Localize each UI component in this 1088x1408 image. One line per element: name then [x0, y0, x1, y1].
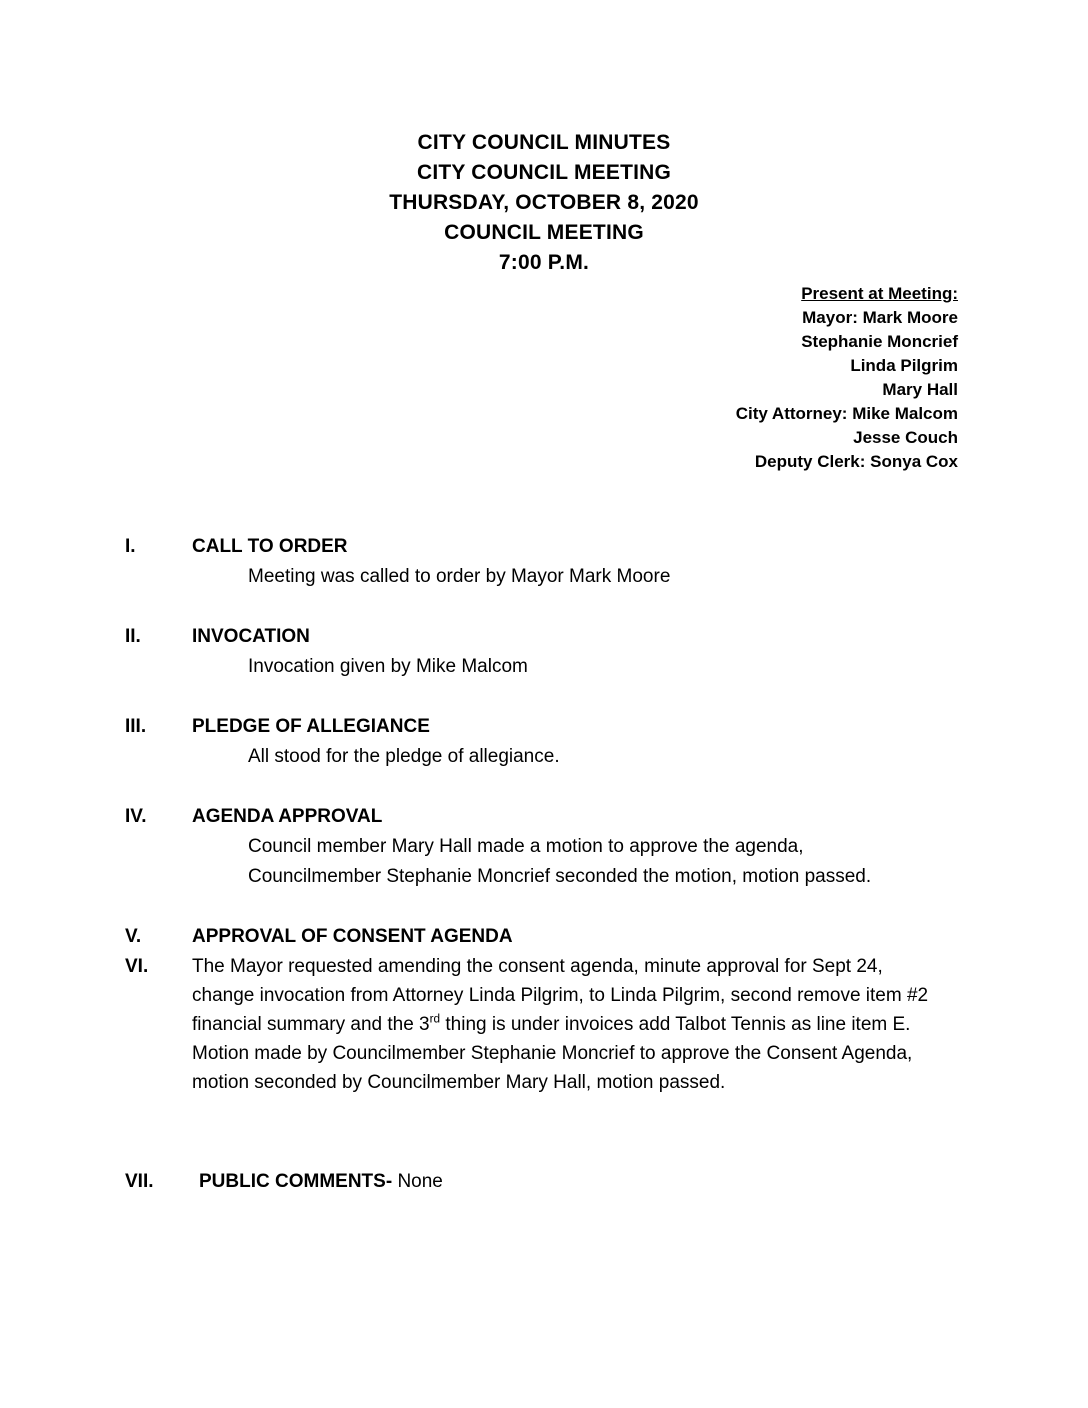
section-numeral: IV.: [125, 806, 147, 827]
section-public-comments: [125, 1167, 1048, 1197]
section-body-line: Invocation given by Mike Malcom: [248, 656, 528, 677]
present-at-meeting-block: [0, 282, 958, 474]
section-heading: PUBLIC COMMENTS-: [199, 1171, 393, 1192]
section-heading: INVOCATION: [192, 626, 310, 647]
section-agenda-approval: [125, 802, 1048, 892]
section-inline-body: None: [397, 1171, 443, 1192]
section-body-line: Council member Mary Hall made a motion to approve the agenda,: [248, 836, 804, 857]
paragraph-line: change invocation from Attorney Linda Pilgrim, to Linda Pilgrim, second remove item #2: [192, 985, 929, 1006]
section-invocation: [125, 622, 1048, 682]
title-line-minutes: CITY COUNCIL MINUTES: [417, 131, 671, 154]
present-heading: Present at Meeting:: [801, 284, 958, 303]
section-call-to-order: [125, 532, 1048, 592]
paragraph-line: financial summary and the 3rd thing is under invoices add Talbot Tennis as line item E.: [192, 1012, 911, 1035]
present-line-clerk: Deputy Clerk: Sonya Cox: [754, 452, 958, 471]
section-numeral: III.: [125, 716, 147, 737]
document-title-block: [0, 128, 1088, 278]
ordinal-superscript: rd: [429, 1012, 441, 1026]
section-body-line: Councilmember Stephanie Moncrief seconded the motion, motion passed.: [248, 866, 872, 887]
consent-agenda-paragraph: [192, 952, 1048, 1097]
section-numeral: V.: [125, 926, 142, 947]
section-numeral: I.: [125, 536, 136, 557]
title-line-meeting: CITY COUNCIL MEETING: [416, 161, 672, 184]
agenda-sections: [125, 532, 1048, 1197]
section-numeral: II.: [125, 626, 141, 647]
present-line-attorney: City Attorney: Mike Malcom: [735, 404, 958, 423]
section-heading: PLEDGE OF ALLEGIANCE: [192, 716, 430, 737]
section-numeral: VII.: [125, 1171, 154, 1192]
section-body-line: All stood for the pledge of allegiance.: [248, 746, 560, 767]
present-line-mayor: Mayor: Mark Moore: [802, 308, 958, 327]
section-numeral: VI.: [125, 956, 149, 977]
section-heading: AGENDA APPROVAL: [192, 806, 383, 827]
title-line-council-meeting: COUNCIL MEETING: [444, 221, 644, 244]
section-heading: CALL TO ORDER: [192, 536, 348, 557]
paragraph-line: motion seconded by Councilmember Mary Hall, motion passed.: [192, 1072, 726, 1093]
section-consent-agenda-detail: [125, 952, 1048, 1097]
section-body-line: Meeting was called to order by Mayor Mark Moore: [248, 566, 671, 587]
paragraph-line: Motion made by Councilmember Stephanie Moncrief to approve the Consent Agenda,: [192, 1043, 913, 1064]
present-line-couch: Jesse Couch: [853, 428, 958, 447]
present-line-moncrief: Stephanie Moncrief: [801, 332, 958, 351]
present-line-hall: Mary Hall: [882, 380, 958, 399]
title-line-date: THURSDAY, OCTOBER 8, 2020: [389, 191, 699, 214]
paragraph-line: The Mayor requested amending the consent agenda, minute approval for Sept 24,: [192, 956, 883, 977]
section-heading: APPROVAL OF CONSENT AGENDA: [192, 926, 513, 947]
present-line-pilgrim: Linda Pilgrim: [850, 356, 958, 375]
section-pledge: [125, 712, 1048, 772]
section-consent-agenda-heading: [125, 922, 1048, 952]
title-line-time: 7:00 P.M.: [498, 251, 590, 274]
